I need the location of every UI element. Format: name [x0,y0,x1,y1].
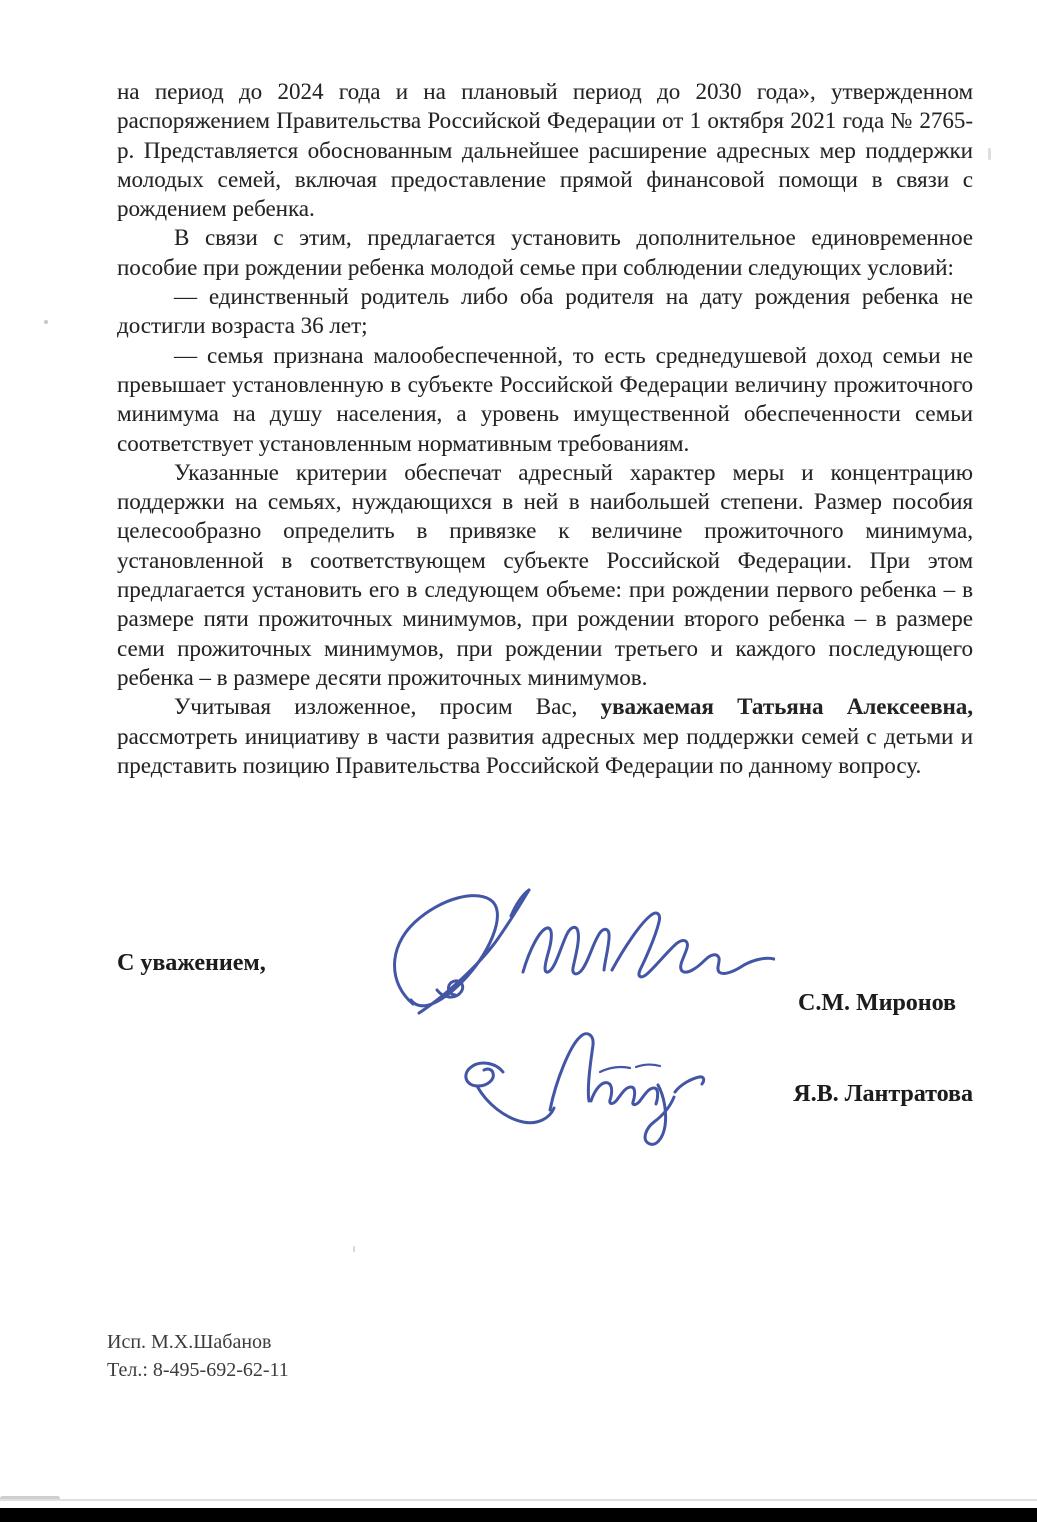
request-text-end: рассмотреть инициативу в части развития адресных мер поддержки семей с детьми и представить позицию Правительства Российской Федерации по данному вопросу. [117,723,973,778]
signatory-lantratova: Я.В. Лантратова [793,1081,973,1107]
executor-name: Исп. М.Х.Шабанов [107,1331,272,1353]
para-condition-age: — единственный родитель либо оба родителя на дату рождения ребенка не достигли возраста 36 лет; [117,284,973,339]
scan-speck [988,148,991,160]
letter-body [117,77,973,780]
salutation: С уважением, [117,950,266,976]
para-criteria-and-amounts: Указанные критерии обеспечат адресный характер меры и концентрацию поддержки на семьях, нуждающихся в ней в наибольшей степени. Размер пособия целесообразно определить в привязке к величине прожиточного минимума, установленной в соответствующем субъекте Российской Федерации. При этом предлагается установить его в следующем объеме: при рождении первого ребенка – в размере пяти прожиточных минимумов, при рождении второго ребенка – в размере семи прожиточных минимумов, при рождении третьего и каждого последующего ребенка – в размере десяти прожиточных минимумов. [117,459,973,690]
scan-artifact-bottom-bar [0,1508,1037,1522]
signatory-mironov: С.М. Миронов [797,990,956,1016]
scan-speck [44,320,48,324]
executor-block [107,1328,289,1384]
para-continuation: на период до 2024 года и на плановый период до 2030 года», утвержденном распоряжением Правительства Российской Федерации от 1 октября 2021 года № 2765-р. Представляется обоснованным дальнейшее расширение адресных мер поддержки молодых семей, включая предоставление прямой финансовой помощи в связи с рождением ребенка. [117,79,973,222]
para-proposal: В связи с этим, предлагается установить дополнительное единовременное пособие при рождении ребенка молодой семье при соблюдении следующих условий: [117,225,973,280]
scan-speck [353,1246,355,1252]
request-text-start: Учитывая изложенное, просим Вас, [174,694,601,720]
executor-phone: Тел.: 8-495-692-62-11 [107,1359,289,1381]
para-condition-income: — семья признана малообеспеченной, то есть среднедушевой доход семьи не превышает установленную в субъекте Российской Федерации величину прожиточного минимума на душу населения, а уровень имущественной обеспеченности семьи соответствует установленным нормативным требованиям. [117,342,973,456]
scan-artifact-line [0,1499,1037,1501]
addressee-name: уважаемая Татьяна Алексеевна, [600,694,973,720]
para-request [117,692,973,780]
